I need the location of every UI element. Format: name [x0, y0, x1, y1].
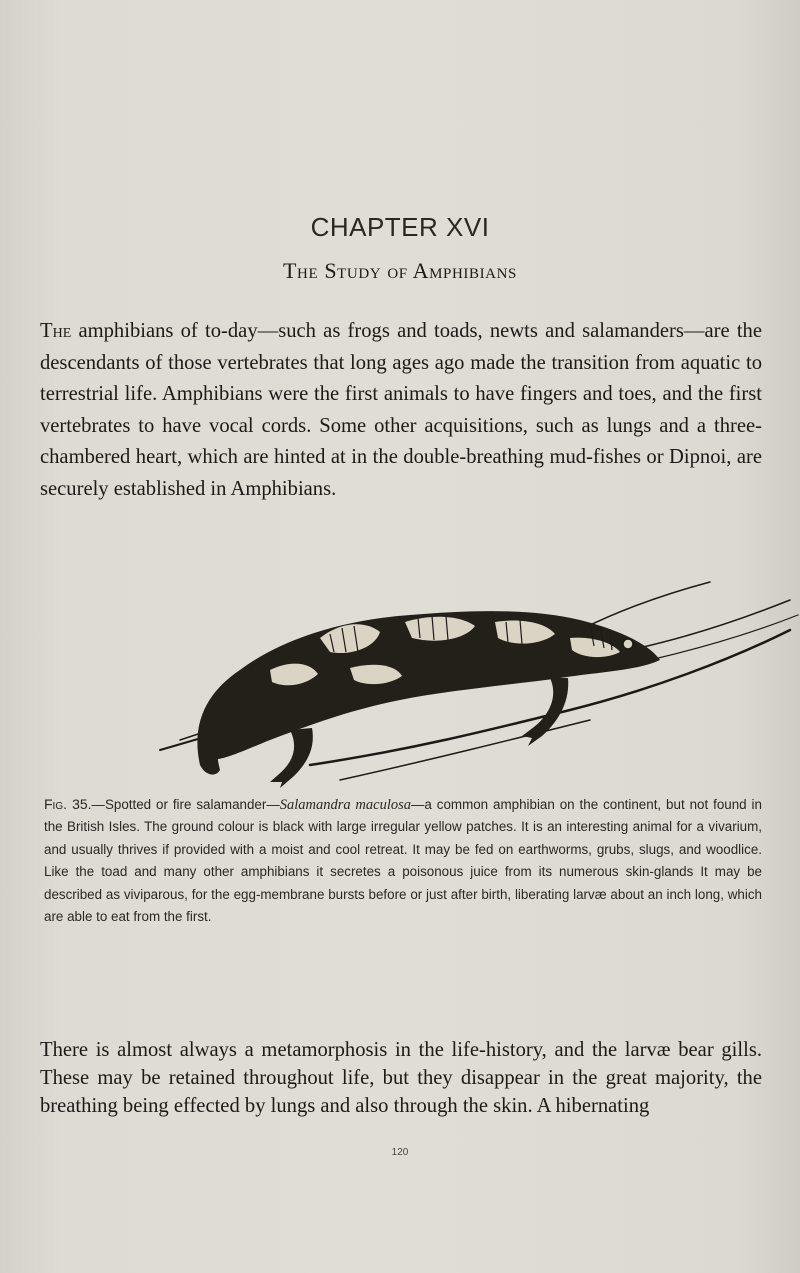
- caption-rest: —a common amphibian on the continent, but not found in the British Isles. The ground colour is black with large irregular yellow patches. It is an interesting animal for a vivarium, and usually thrives if provided with a moist and cool retreat. It may be fed on earthworms, grubs, slugs, and woodlice. Like the toad and many other amphibians it secretes a poisonous juice from its numerous skin-glands It may be described as viviparous, for the egg-membrane bursts before or just after birth, liberating larvæ about an inch long, which are able to eat from the first.: [44, 797, 762, 925]
- chapter-title: The Study of Amphibians: [283, 258, 517, 283]
- salamander-body: [197, 611, 660, 788]
- chapter-number: CHAPTER XVI: [310, 212, 490, 242]
- figure-label: Fig. 35.: [44, 796, 92, 812]
- intro-text: amphibians of to-day—such as frogs and toads, newts and salamanders—are the descendants of those vertebrates that long ages ago made the transition from aquatic to terrestrial life. Amphibians were the first animals to have fingers and toes, and the first vertebrates to have vocal cords. Some other acquisitions, such as lungs and a three-chambered heart, which are hinted at in the double-breathing mud-fishes or Dipnoi, are securely established in Amphibians.: [40, 320, 762, 500]
- intro-lead-word: The: [40, 320, 72, 342]
- closing-paragraph: There is almost always a metamorphosis in the life-history, and the larvæ bear gills. These may be retained throughout life, but they disappear in the great majority, the breathing being effected by lungs and also through the skin. A hibernating: [40, 1039, 762, 1117]
- intro-paragraph: [40, 316, 762, 506]
- salamander-illustration: [150, 560, 800, 788]
- figure-caption: [44, 793, 762, 928]
- page-number: 120: [391, 1147, 409, 1158]
- caption-start: —Spotted or fire salamander—: [91, 797, 280, 812]
- species-name: Salamandra maculosa: [279, 797, 412, 813]
- salamander-eye: [623, 639, 633, 649]
